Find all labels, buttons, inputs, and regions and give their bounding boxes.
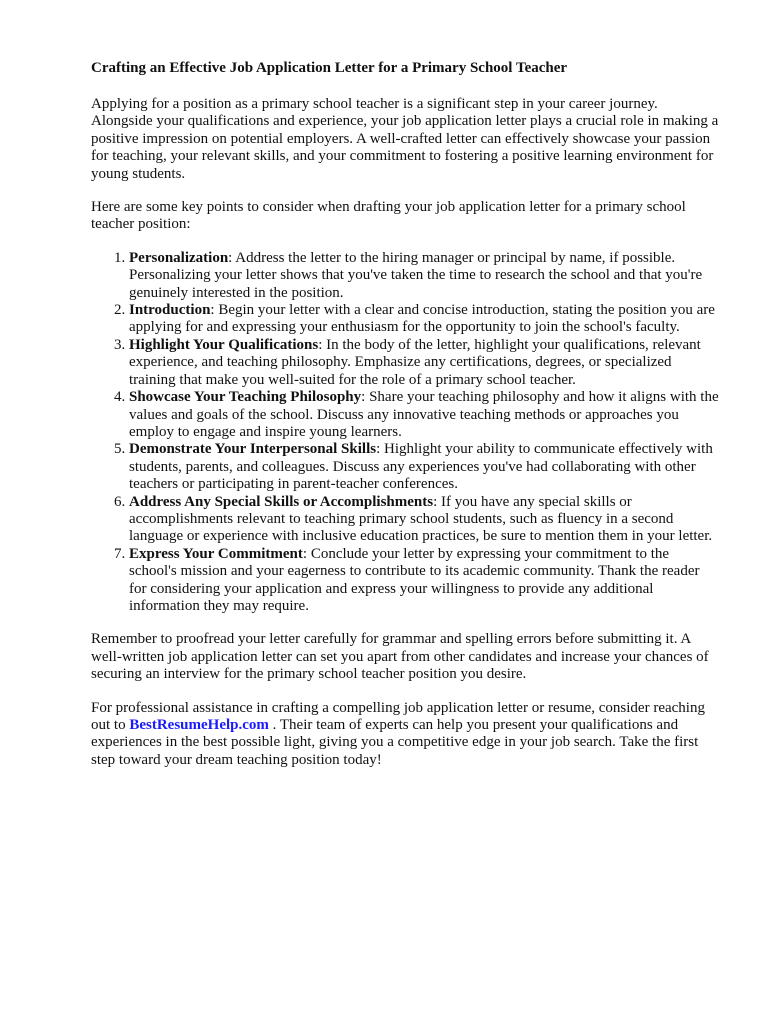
point-text: Highlight your ability to communicate effectively with students, parents, and colleagues. Discuss any experiences you've had collaborating with other teachers or participating in parent-teacher conferences.: [129, 441, 713, 493]
closing-text-before: For professional assistance in crafting a compelling job application letter or resume, consider reaching out to: [91, 699, 705, 733]
list-item: [129, 441, 719, 493]
list-item: [129, 494, 719, 546]
point-separator: :: [228, 249, 236, 266]
point-separator: :: [376, 441, 385, 458]
point-term: Demonstrate Your Interpersonal Skills: [129, 441, 377, 458]
point-text: Share your teaching philosophy and how it aligns with the values and goals of the school. Discuss any innovative teaching methods or approaches you employ to engage and inspire young learners.: [129, 389, 719, 440]
point-separator: :: [433, 493, 442, 510]
document-page: [91, 58, 719, 785]
point-term: Express Your Commitment: [129, 545, 303, 562]
point-separator: :: [361, 389, 370, 406]
closing-text-after: . Their team of experts can help you present your qualifications and experiences in the best possible light, giving you a competitive edge in your job search. Take the first step toward your dream teaching position today!: [91, 717, 699, 768]
point-text: In the body of the letter, highlight your qualifications, relevant experience, and teaching philosophy. Emphasize any certifications, degrees, or specialized training that make you well-suited for the role of a primary school teacher.: [129, 336, 701, 388]
point-text: Address the letter to the hiring manager or principal by name, if possible. Personalizing your letter shows that you've taken the time to research the school and that you're genuinely interested in the position.: [129, 249, 703, 301]
list-item: [129, 250, 719, 302]
list-item: [129, 389, 719, 441]
list-item: [129, 302, 719, 337]
point-term: Personalization: [129, 249, 229, 266]
point-text: If you have any special skills or accomplishments relevant to teaching primary school students, such as fluency in a second language or experience with inclusive education practices, be sure to mention them in your letter.: [129, 493, 713, 545]
list-item: [129, 546, 719, 616]
point-term: Introduction: [129, 302, 211, 319]
bestresumehelp-link[interactable]: BestResumeHelp.com: [129, 717, 269, 733]
list-item: [129, 337, 719, 389]
lead-in-paragraph: Here are some key points to consider when drafting your job application letter for a primary school teacher position:: [91, 199, 686, 233]
closing-paragraph: [91, 700, 719, 770]
point-text: Conclude your letter by expressing your commitment to the school's mission and your eagerness to contribute to its academic community. Thank the reader for considering your application and express your willingness to provide any additional information they may require.: [129, 545, 700, 614]
key-points-list: [91, 250, 719, 616]
point-term: Address Any Special Skills or Accomplishments: [129, 493, 434, 510]
point-separator: :: [210, 302, 219, 319]
point-separator: :: [318, 336, 327, 353]
point-text: Begin your letter with a clear and concise introduction, stating the position you are applying for and expressing your enthusiasm for the opportunity to join the school's faculty.: [129, 302, 715, 336]
proofread-paragraph: Remember to proofread your letter carefully for grammar and spelling errors before submitting it. A well-written job application letter can set you apart from other candidates and increase your chances of securing an interview for the primary school teacher position you desire.: [91, 631, 709, 683]
point-term: Highlight Your Qualifications: [129, 336, 319, 353]
document-title: Crafting an Effective Job Application Letter for a Primary School Teacher: [91, 60, 568, 76]
intro-paragraph: Applying for a position as a primary school teacher is a significant step in your career journey. Alongside your qualifications and experience, your job application letter plays a crucial role in making a positive impression on potential employers. A well-crafted letter can effectively showcase your passion for teaching, your relevant skills, and your commitment to fostering a positive learning environment for young students.: [91, 96, 719, 182]
point-separator: :: [302, 545, 311, 562]
point-term: Showcase Your Teaching Philosophy: [129, 389, 362, 406]
